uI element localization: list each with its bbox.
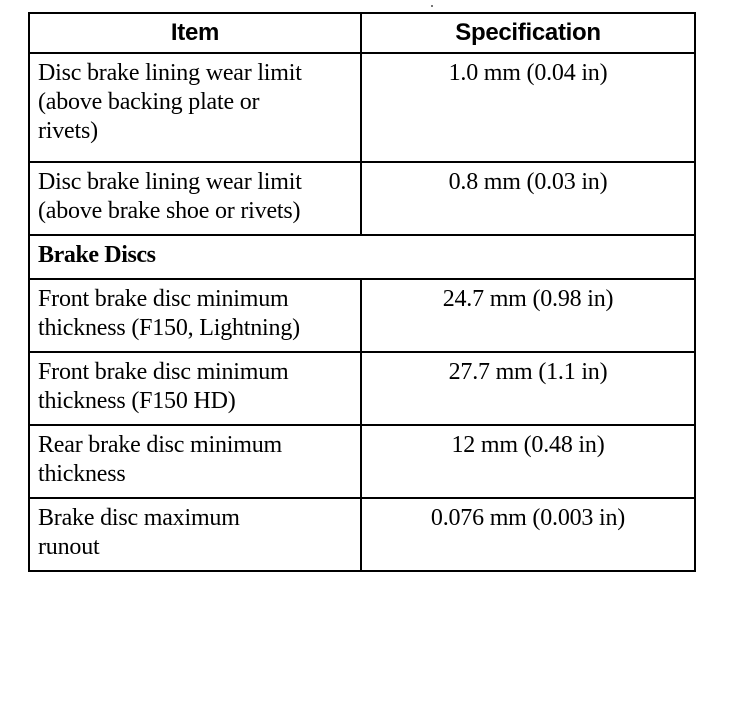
spec-cell: 24.7 mm (0.98 in) (361, 279, 695, 352)
brake-spec-table (28, 12, 696, 572)
section-title-brake-discs: Brake Discs (29, 235, 695, 279)
spec-cell: 1.0 mm (0.04 in) (361, 53, 695, 162)
table-row (29, 279, 695, 352)
item-cell: Front brake disc minimum thickness (F150, Lightning) (29, 279, 361, 352)
spec-cell: 0.8 mm (0.03 in) (361, 162, 695, 235)
item-cell: Disc brake lining wear limit (above brake shoe or rivets) (29, 162, 361, 235)
item-cell: Brake disc maximum runout (29, 498, 361, 571)
item-cell: Front brake disc minimum thickness (F150 HD) (29, 352, 361, 425)
spec-cell: 0.076 mm (0.003 in) (361, 498, 695, 571)
table-row (29, 498, 695, 571)
spec-cell: 27.7 mm (1.1 in) (361, 352, 695, 425)
table-row (29, 425, 695, 498)
item-column-header: Item (29, 13, 361, 53)
table-row (29, 53, 695, 162)
section-row (29, 235, 695, 279)
item-cell: Disc brake lining wear limit (above backing plate or rivets) (29, 53, 361, 162)
item-cell: Rear brake disc minimum thickness (29, 425, 361, 498)
specification-column-header: Specification (361, 13, 695, 53)
header-row (29, 13, 695, 53)
table-row (29, 352, 695, 425)
scan-speck (431, 5, 433, 7)
spec-cell: 12 mm (0.48 in) (361, 425, 695, 498)
table-row (29, 162, 695, 235)
